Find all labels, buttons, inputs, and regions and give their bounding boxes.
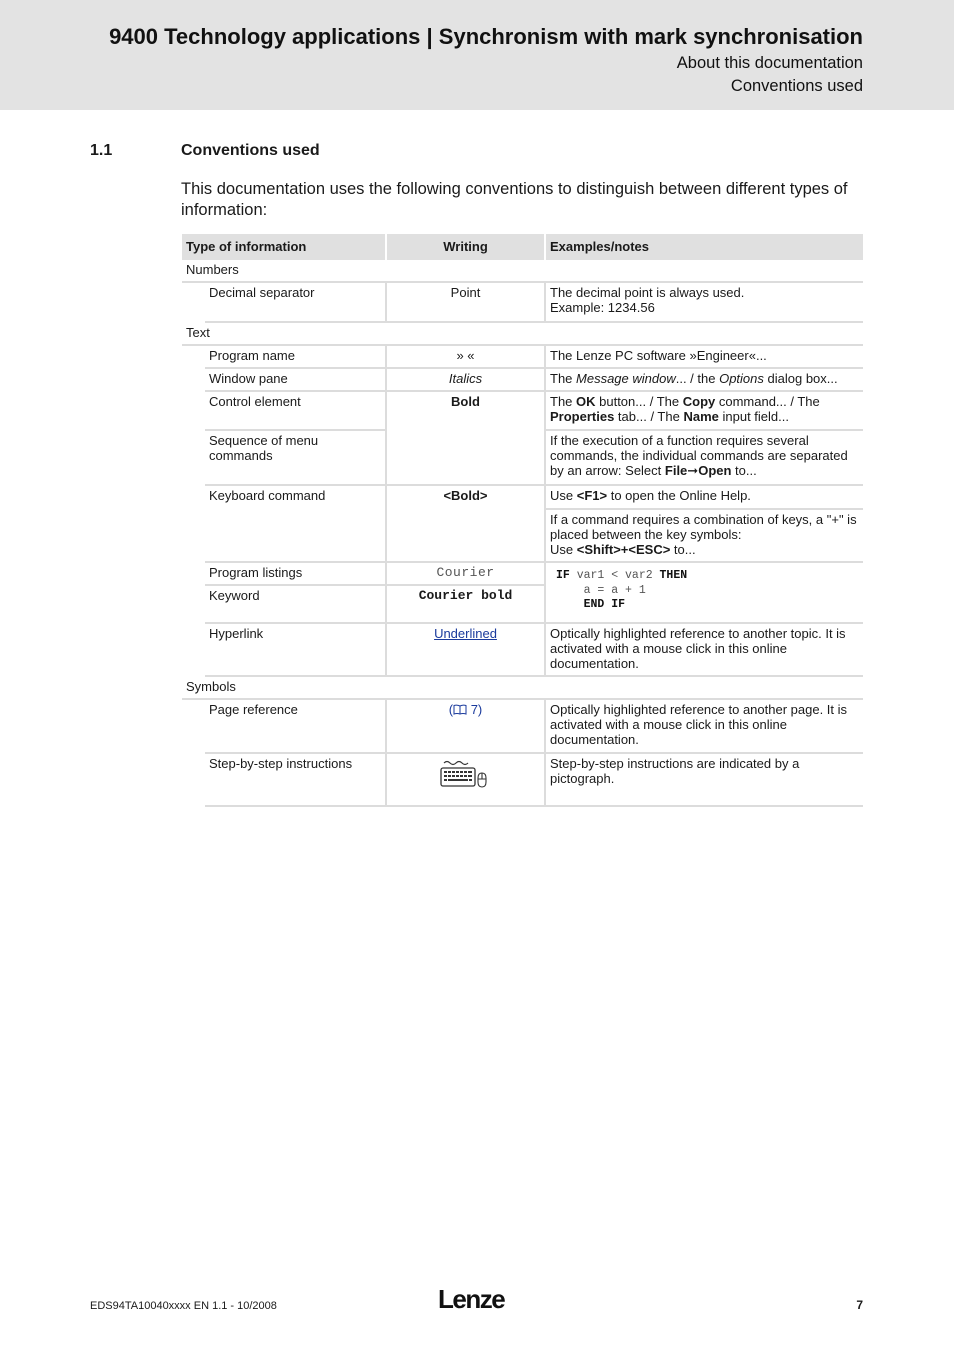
example-code-listing: IF var1 < var2 THEN a = a + 1 END IF (546, 563, 863, 624)
group-text: Text (182, 323, 863, 346)
writing-courier-bold: Courier bold (387, 586, 544, 624)
writing-underlined-cell (387, 624, 544, 677)
example-decimal-line2: Example: 1234.56 (550, 300, 655, 315)
writing-guillemets: » « (387, 346, 544, 369)
example-keyboard-1: Use <F1> to open the Online Help. (546, 486, 863, 510)
example-program-name: The Lenze PC software »Engineer«... (546, 346, 863, 369)
type-hyperlink: Hyperlink (205, 624, 385, 677)
section-heading: Conventions used (181, 142, 320, 159)
writing-page-reference (387, 700, 544, 754)
section-subtitle: Conventions used (730, 77, 863, 95)
column-header-examples: Examples/notes (546, 234, 863, 260)
type-window-pane: Window pane (205, 369, 385, 392)
example-window-pane: The Message window... / the Options dialog box... (546, 369, 863, 392)
example-page-reference: Optically highlighted reference to another page. It is activated with a mouse click in this online documentation. (546, 700, 863, 754)
example-decimal (546, 283, 863, 323)
underlined-link[interactable]: Underlined (434, 626, 497, 641)
type-step-by-step: Step-by-step instructions (205, 754, 385, 807)
svg-text:Lenze: Lenze (438, 1286, 505, 1314)
intro-paragraph: This documentation uses the following conventions to distinguish between different types of information: (181, 180, 848, 219)
keyboard-mouse-icon (438, 759, 494, 789)
type-keyword: Keyword (205, 586, 385, 624)
group-numbers: Numbers (182, 260, 863, 283)
type-page-reference: Page reference (205, 700, 385, 754)
page-number: 7 (856, 1298, 863, 1312)
type-program-listings: Program listings (205, 563, 385, 586)
example-keyboard-2: If a command requires a combination of keys, a "+" is placed between the key symbols: Use <Shift>+<ESC> to... (546, 510, 863, 563)
group-symbols: Symbols (182, 677, 863, 700)
writing-point: Point (387, 283, 544, 323)
writing-bold: Bold (387, 392, 544, 486)
type-menu-sequence: Sequence of menu commands (205, 431, 385, 486)
writing-italics: Italics (387, 369, 544, 392)
type-program-name: Program name (205, 346, 385, 369)
writing-courier: Courier (387, 563, 544, 586)
lenze-logo (438, 1286, 516, 1319)
section-number: 1.1 (90, 142, 113, 159)
example-step-by-step: Step-by-step instructions are indicated by a pictograph. (546, 754, 863, 807)
arrow-icon: ➞ (687, 463, 699, 478)
type-keyboard-command: Keyboard command (205, 486, 385, 563)
writing-angle-bold: <Bold> (387, 486, 544, 563)
document-title: 9400 Technology applications | Synchronism with mark synchronisation (109, 24, 863, 49)
footer-document-id: EDS94TA10040xxxx EN 1.1 - 10/2008 (90, 1300, 277, 1312)
example-hyperlink: Optically highlighted reference to another topic. It is activated with a mouse click in this online documentation. (546, 624, 863, 677)
column-header-writing: Writing (387, 234, 544, 260)
type-decimal-separator: Decimal separator (205, 283, 385, 323)
example-menu-sequence: If the execution of a function requires several commands, the individual commands are separated by an arrow: Select File➞Open to... (546, 431, 863, 486)
type-control-element: Control element (205, 392, 385, 431)
example-decimal-line1: The decimal point is always used. (550, 285, 745, 300)
chapter-title: About this documentation (676, 54, 863, 72)
pictograph-cell (387, 754, 544, 807)
example-control-element: The OK button... / The Copy command... / The Properties tab... / The Name input field... (546, 392, 863, 431)
book-icon (453, 704, 467, 715)
header-band (0, 0, 954, 110)
page-reference-link[interactable]: ( 7) (448, 702, 483, 717)
column-header-type: Type of information (182, 234, 385, 260)
